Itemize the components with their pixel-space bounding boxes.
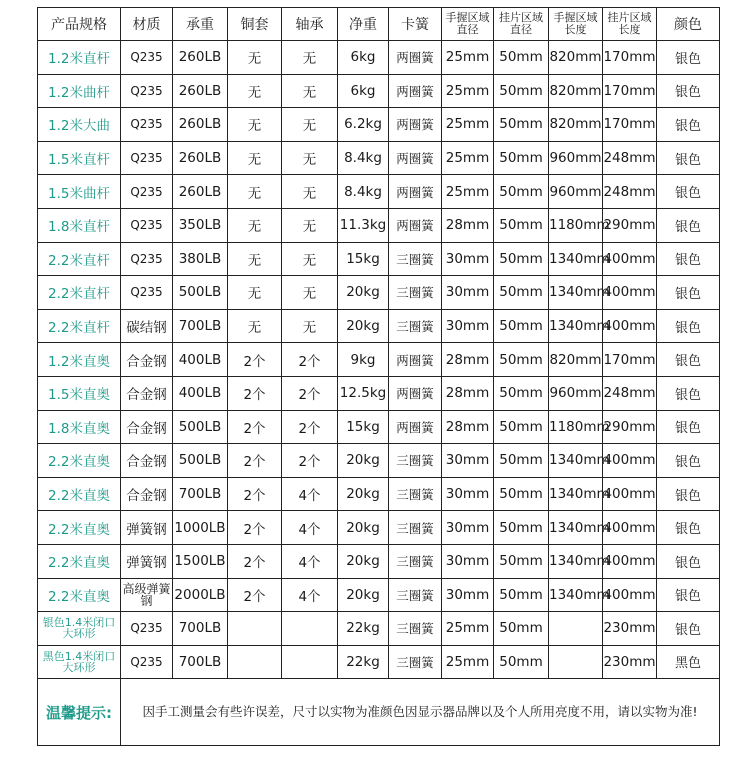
header-name: 产品规格 — [38, 8, 121, 41]
bearing-cell: 4个 — [282, 578, 338, 612]
color-cell: 银色 — [657, 74, 720, 108]
sleeve-cell — [228, 645, 282, 679]
clip-cell: 两圈簧 — [389, 74, 442, 108]
color-cell: 银色 — [657, 444, 720, 478]
table-row — [38, 276, 720, 310]
grip-length-cell: 1340mm — [549, 511, 603, 545]
weight-cell: 15kg — [338, 242, 389, 276]
grip-diameter-cell: 30mm — [442, 444, 494, 478]
plate-length-cell: 230mm — [603, 612, 657, 646]
clip-cell: 三圈簧 — [389, 242, 442, 276]
plate-length-cell: 400mm — [603, 242, 657, 276]
plate-length-cell: 290mm — [603, 410, 657, 444]
bearing-cell: 4个 — [282, 477, 338, 511]
sleeve-cell: 2个 — [228, 376, 282, 410]
weight-cell: 20kg — [338, 578, 389, 612]
note-row — [38, 679, 720, 746]
table-row — [38, 175, 720, 209]
sleeve-cell: 无 — [228, 108, 282, 142]
plate-diameter-cell: 50mm — [494, 511, 549, 545]
color-cell: 银色 — [657, 410, 720, 444]
grip-diameter-cell: 30mm — [442, 276, 494, 310]
bearing-cell: 无 — [282, 74, 338, 108]
color-cell: 银色 — [657, 578, 720, 612]
plate-length-cell: 170mm — [603, 343, 657, 377]
product-name-cell: 2.2米直奥 — [38, 477, 121, 511]
plate-diameter-cell: 50mm — [494, 410, 549, 444]
bearing-cell: 无 — [282, 108, 338, 142]
load-cell: 260LB — [173, 41, 228, 75]
plate-length-cell: 400mm — [603, 477, 657, 511]
plate-diameter-cell: 50mm — [494, 444, 549, 478]
grip-length-cell: 820mm — [549, 108, 603, 142]
material-cell: 弹簧钢 — [121, 511, 173, 545]
header-load: 承重 — [173, 8, 228, 41]
weight-cell: 6.2kg — [338, 108, 389, 142]
material-cell: 弹簧钢 — [121, 544, 173, 578]
load-cell: 400LB — [173, 343, 228, 377]
plate-length-cell: 400mm — [603, 444, 657, 478]
color-cell: 银色 — [657, 376, 720, 410]
clip-cell: 三圈簧 — [389, 444, 442, 478]
weight-cell: 20kg — [338, 444, 389, 478]
plate-length-cell: 400mm — [603, 309, 657, 343]
material-cell: 合金钢 — [121, 477, 173, 511]
table-row — [38, 376, 720, 410]
clip-cell: 两圈簧 — [389, 343, 442, 377]
weight-cell: 22kg — [338, 645, 389, 679]
plate-length-cell: 400mm — [603, 276, 657, 310]
plate-length-cell: 170mm — [603, 41, 657, 75]
material-cell: 合金钢 — [121, 343, 173, 377]
product-name-cell: 1.2米直杆 — [38, 41, 121, 75]
sleeve-cell: 2个 — [228, 343, 282, 377]
color-cell: 银色 — [657, 108, 720, 142]
grip-diameter-cell: 25mm — [442, 41, 494, 75]
bearing-cell: 无 — [282, 175, 338, 209]
grip-length-cell: 820mm — [549, 41, 603, 75]
product-name-cell: 2.2米直奥 — [38, 444, 121, 478]
weight-cell: 22kg — [338, 612, 389, 646]
grip-length-cell: 1340mm — [549, 477, 603, 511]
material-cell: Q235 — [121, 74, 173, 108]
load-cell: 400LB — [173, 376, 228, 410]
bearing-cell: 无 — [282, 309, 338, 343]
sleeve-cell: 无 — [228, 242, 282, 276]
plate-diameter-cell: 50mm — [494, 645, 549, 679]
note-label: 温馨提示: — [38, 679, 121, 746]
load-cell: 350LB — [173, 208, 228, 242]
load-cell: 2000LB — [173, 578, 228, 612]
plate-diameter-cell: 50mm — [494, 141, 549, 175]
table-row — [38, 141, 720, 175]
product-name-cell: 1.2米曲杆 — [38, 74, 121, 108]
weight-cell: 8.4kg — [338, 175, 389, 209]
plate-diameter-cell: 50mm — [494, 175, 549, 209]
clip-cell: 两圈簧 — [389, 208, 442, 242]
plate-length-cell: 170mm — [603, 108, 657, 142]
clip-cell: 三圈簧 — [389, 511, 442, 545]
grip-diameter-cell: 30mm — [442, 309, 494, 343]
product-name-cell: 1.2米直奥 — [38, 343, 121, 377]
color-cell: 银色 — [657, 343, 720, 377]
sleeve-cell: 2个 — [228, 578, 282, 612]
bearing-cell — [282, 612, 338, 646]
grip-length-cell: 960mm — [549, 175, 603, 209]
grip-diameter-cell: 28mm — [442, 376, 494, 410]
color-cell: 银色 — [657, 141, 720, 175]
header-row — [38, 8, 720, 41]
color-cell: 银色 — [657, 309, 720, 343]
color-cell: 银色 — [657, 242, 720, 276]
bearing-cell: 无 — [282, 276, 338, 310]
table-row — [38, 343, 720, 377]
header-plate-diameter: 挂片区域直径 — [494, 8, 549, 41]
material-cell: Q235 — [121, 242, 173, 276]
clip-cell: 两圈簧 — [389, 376, 442, 410]
product-name-cell: 1.5米曲杆 — [38, 175, 121, 209]
grip-diameter-cell: 25mm — [442, 612, 494, 646]
load-cell: 260LB — [173, 74, 228, 108]
table-row — [38, 477, 720, 511]
load-cell: 700LB — [173, 612, 228, 646]
header-bearing: 轴承 — [282, 8, 338, 41]
grip-length-cell: 960mm — [549, 376, 603, 410]
product-name-cell: 1.8米直杆 — [38, 208, 121, 242]
product-name-cell: 2.2米直奥 — [38, 578, 121, 612]
sleeve-cell: 无 — [228, 41, 282, 75]
product-name-cell: 1.8米直奥 — [38, 410, 121, 444]
plate-diameter-cell: 50mm — [494, 544, 549, 578]
header-grip-length: 手握区域长度 — [549, 8, 603, 41]
plate-diameter-cell: 50mm — [494, 578, 549, 612]
sleeve-cell: 2个 — [228, 544, 282, 578]
clip-cell: 两圈簧 — [389, 141, 442, 175]
color-cell: 银色 — [657, 511, 720, 545]
material-cell: Q235 — [121, 276, 173, 310]
weight-cell: 20kg — [338, 477, 389, 511]
material-cell: Q235 — [121, 612, 173, 646]
color-cell: 银色 — [657, 208, 720, 242]
table-row — [38, 309, 720, 343]
load-cell: 260LB — [173, 108, 228, 142]
grip-length-cell: 820mm — [549, 343, 603, 377]
plate-diameter-cell: 50mm — [494, 74, 549, 108]
weight-cell: 8.4kg — [338, 141, 389, 175]
load-cell: 260LB — [173, 141, 228, 175]
sleeve-cell — [228, 612, 282, 646]
bearing-cell — [282, 645, 338, 679]
grip-length-cell: 1340mm — [549, 578, 603, 612]
color-cell: 银色 — [657, 477, 720, 511]
sleeve-cell: 2个 — [228, 410, 282, 444]
header-color: 颜色 — [657, 8, 720, 41]
table-row — [38, 242, 720, 276]
material-cell: Q235 — [121, 208, 173, 242]
material-cell: Q235 — [121, 108, 173, 142]
grip-diameter-cell: 25mm — [442, 175, 494, 209]
grip-diameter-cell: 30mm — [442, 242, 494, 276]
color-cell: 银色 — [657, 544, 720, 578]
load-cell: 500LB — [173, 276, 228, 310]
plate-diameter-cell: 50mm — [494, 376, 549, 410]
clip-cell: 两圈簧 — [389, 41, 442, 75]
plate-length-cell: 290mm — [603, 208, 657, 242]
product-name-cell: 1.5米直杆 — [38, 141, 121, 175]
material-cell: 合金钢 — [121, 376, 173, 410]
product-name-cell: 黑色1.4米闭口大环形 — [38, 645, 121, 679]
sleeve-cell: 2个 — [228, 444, 282, 478]
table-row — [38, 444, 720, 478]
weight-cell: 20kg — [338, 544, 389, 578]
spec-body — [38, 41, 720, 679]
plate-length-cell: 248mm — [603, 175, 657, 209]
load-cell: 1500LB — [173, 544, 228, 578]
bearing-cell: 4个 — [282, 511, 338, 545]
sleeve-cell: 2个 — [228, 477, 282, 511]
table-row — [38, 108, 720, 142]
header-material: 材质 — [121, 8, 173, 41]
load-cell: 260LB — [173, 175, 228, 209]
plate-length-cell: 400mm — [603, 544, 657, 578]
table-row — [38, 41, 720, 75]
bearing-cell: 4个 — [282, 544, 338, 578]
load-cell: 700LB — [173, 645, 228, 679]
grip-length-cell: 1180mm — [549, 208, 603, 242]
grip-length-cell: 1340mm — [549, 544, 603, 578]
material-cell: 合金钢 — [121, 444, 173, 478]
clip-cell: 三圈簧 — [389, 578, 442, 612]
spec-table — [37, 7, 720, 746]
plate-diameter-cell: 50mm — [494, 242, 549, 276]
grip-diameter-cell: 30mm — [442, 544, 494, 578]
material-cell: 合金钢 — [121, 410, 173, 444]
load-cell: 380LB — [173, 242, 228, 276]
grip-length-cell: 820mm — [549, 74, 603, 108]
plate-diameter-cell: 50mm — [494, 612, 549, 646]
grip-length-cell: 960mm — [549, 141, 603, 175]
grip-diameter-cell: 25mm — [442, 645, 494, 679]
plate-diameter-cell: 50mm — [494, 208, 549, 242]
sleeve-cell: 2个 — [228, 511, 282, 545]
product-name-cell: 2.2米直杆 — [38, 309, 121, 343]
note-text: 因手工测量会有些许误差，尺寸以实物为准颜色因显示器品牌以及个人所用亮度不用，请以实物为准! — [121, 679, 720, 746]
grip-length-cell — [549, 645, 603, 679]
color-cell: 银色 — [657, 276, 720, 310]
clip-cell: 三圈簧 — [389, 309, 442, 343]
plate-length-cell: 248mm — [603, 141, 657, 175]
clip-cell: 两圈簧 — [389, 175, 442, 209]
material-cell: 高级弹簧钢 — [121, 578, 173, 612]
weight-cell: 20kg — [338, 276, 389, 310]
weight-cell: 6kg — [338, 74, 389, 108]
sleeve-cell: 无 — [228, 309, 282, 343]
color-cell: 银色 — [657, 612, 720, 646]
product-name-cell: 2.2米直奥 — [38, 511, 121, 545]
color-cell: 银色 — [657, 175, 720, 209]
plate-length-cell: 400mm — [603, 511, 657, 545]
grip-length-cell: 1340mm — [549, 444, 603, 478]
clip-cell: 两圈簧 — [389, 108, 442, 142]
material-cell: 碳结钢 — [121, 309, 173, 343]
table-row — [38, 612, 720, 646]
plate-diameter-cell: 50mm — [494, 276, 549, 310]
plate-length-cell: 248mm — [603, 376, 657, 410]
plate-diameter-cell: 50mm — [494, 41, 549, 75]
color-cell: 银色 — [657, 41, 720, 75]
sleeve-cell: 无 — [228, 141, 282, 175]
header-weight: 净重 — [338, 8, 389, 41]
clip-cell: 三圈簧 — [389, 276, 442, 310]
grip-diameter-cell: 28mm — [442, 343, 494, 377]
bearing-cell: 2个 — [282, 376, 338, 410]
plate-length-cell: 230mm — [603, 645, 657, 679]
bearing-cell: 2个 — [282, 343, 338, 377]
load-cell: 500LB — [173, 410, 228, 444]
table-row — [38, 511, 720, 545]
load-cell: 700LB — [173, 477, 228, 511]
weight-cell: 11.3kg — [338, 208, 389, 242]
grip-diameter-cell: 28mm — [442, 208, 494, 242]
material-cell: Q235 — [121, 41, 173, 75]
weight-cell: 6kg — [338, 41, 389, 75]
material-cell: Q235 — [121, 645, 173, 679]
grip-length-cell — [549, 612, 603, 646]
product-name-cell: 2.2米直奥 — [38, 544, 121, 578]
load-cell: 500LB — [173, 444, 228, 478]
product-name-cell: 1.2米大曲 — [38, 108, 121, 142]
plate-diameter-cell: 50mm — [494, 108, 549, 142]
grip-diameter-cell: 30mm — [442, 578, 494, 612]
plate-diameter-cell: 50mm — [494, 477, 549, 511]
table-row — [38, 208, 720, 242]
table-row — [38, 578, 720, 612]
weight-cell: 12.5kg — [338, 376, 389, 410]
clip-cell: 三圈簧 — [389, 645, 442, 679]
sleeve-cell: 无 — [228, 74, 282, 108]
plate-length-cell: 400mm — [603, 578, 657, 612]
plate-diameter-cell: 50mm — [494, 309, 549, 343]
product-name-cell: 银色1.4米闭口大环形 — [38, 612, 121, 646]
grip-diameter-cell: 25mm — [442, 74, 494, 108]
grip-diameter-cell: 30mm — [442, 477, 494, 511]
grip-length-cell: 1340mm — [549, 309, 603, 343]
grip-length-cell: 1340mm — [549, 242, 603, 276]
clip-cell: 三圈簧 — [389, 477, 442, 511]
bearing-cell: 无 — [282, 41, 338, 75]
clip-cell: 三圈簧 — [389, 612, 442, 646]
bearing-cell: 无 — [282, 208, 338, 242]
header-sleeve: 铜套 — [228, 8, 282, 41]
bearing-cell: 2个 — [282, 410, 338, 444]
table-row — [38, 544, 720, 578]
grip-diameter-cell: 25mm — [442, 141, 494, 175]
grip-length-cell: 1340mm — [549, 276, 603, 310]
weight-cell: 20kg — [338, 309, 389, 343]
header-clip: 卡簧 — [389, 8, 442, 41]
bearing-cell: 2个 — [282, 444, 338, 478]
product-name-cell: 1.5米直奥 — [38, 376, 121, 410]
load-cell: 1000LB — [173, 511, 228, 545]
plate-length-cell: 170mm — [603, 74, 657, 108]
product-name-cell: 2.2米直杆 — [38, 276, 121, 310]
sleeve-cell: 无 — [228, 175, 282, 209]
bearing-cell: 无 — [282, 141, 338, 175]
material-cell: Q235 — [121, 141, 173, 175]
plate-diameter-cell: 50mm — [494, 343, 549, 377]
grip-diameter-cell: 28mm — [442, 410, 494, 444]
bearing-cell: 无 — [282, 242, 338, 276]
clip-cell: 两圈簧 — [389, 410, 442, 444]
grip-length-cell: 1180mm — [549, 410, 603, 444]
sleeve-cell: 无 — [228, 208, 282, 242]
material-cell: Q235 — [121, 175, 173, 209]
sleeve-cell: 无 — [228, 276, 282, 310]
load-cell: 700LB — [173, 309, 228, 343]
weight-cell: 15kg — [338, 410, 389, 444]
clip-cell: 三圈簧 — [389, 544, 442, 578]
table-row — [38, 74, 720, 108]
header-grip-diameter: 手握区域直径 — [442, 8, 494, 41]
color-cell: 黑色 — [657, 645, 720, 679]
weight-cell: 20kg — [338, 511, 389, 545]
grip-diameter-cell: 25mm — [442, 108, 494, 142]
header-plate-length: 挂片区域长度 — [603, 8, 657, 41]
product-name-cell: 2.2米直杆 — [38, 242, 121, 276]
table-row — [38, 410, 720, 444]
table-row — [38, 645, 720, 679]
weight-cell: 9kg — [338, 343, 389, 377]
grip-diameter-cell: 30mm — [442, 511, 494, 545]
